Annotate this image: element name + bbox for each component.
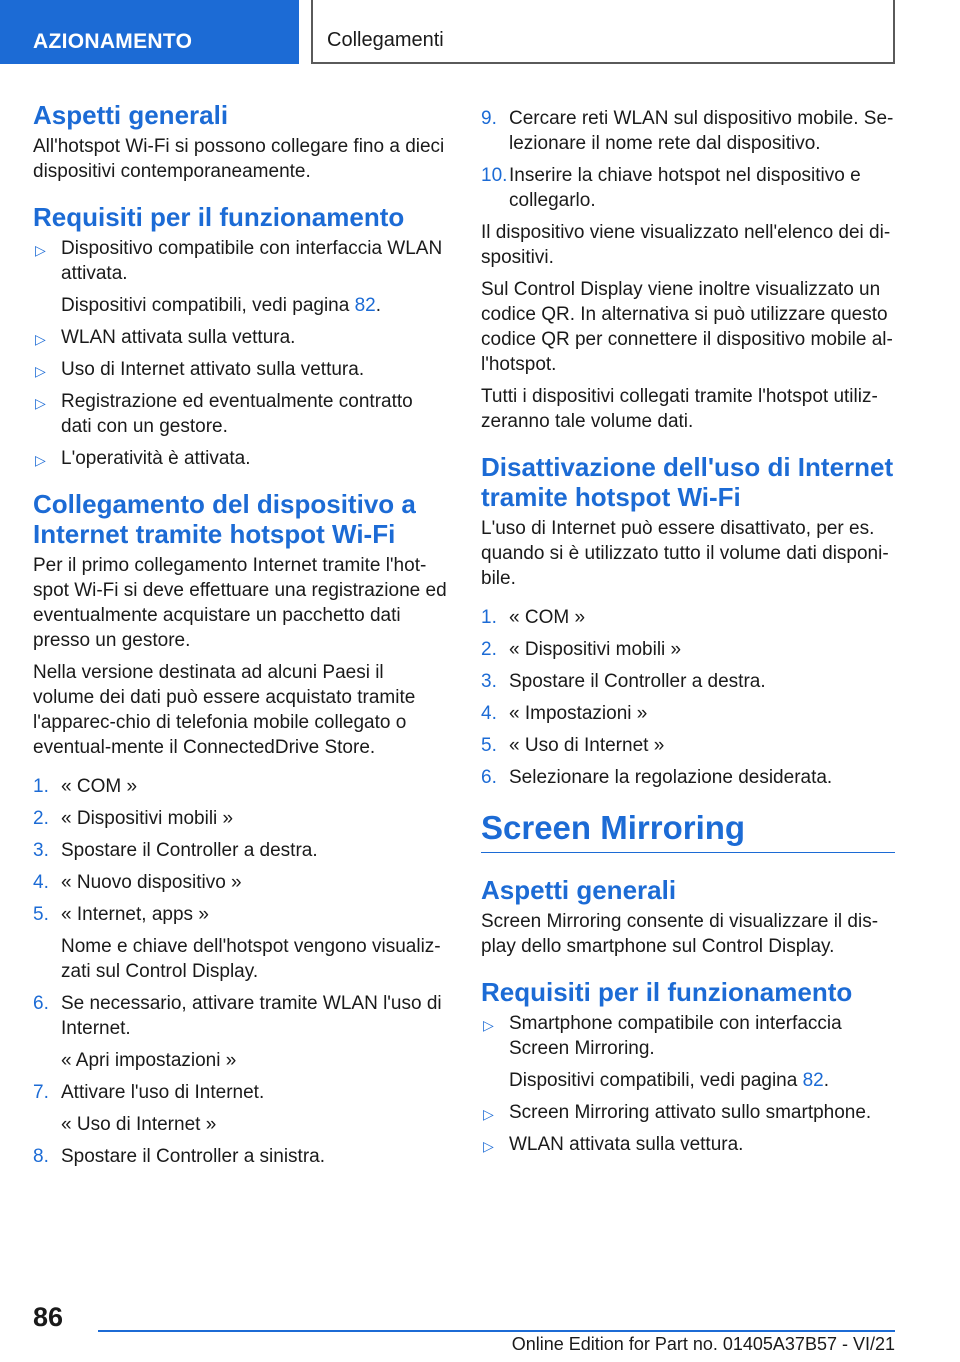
- compatible-devices-note: Dispositivi compatibili, vedi pagina 82.: [509, 1070, 830, 1091]
- step-item: 10. Inserire la chiave hotspot nel dispositivo e collegarlo.: [481, 165, 861, 211]
- paragraph-mirroring-overview: Screen Mirroring consente di visualizzare il dis-play dello smartphone sul Control Display.: [481, 911, 879, 957]
- section-tab: [0, 0, 299, 64]
- right-column: [481, 106, 895, 1164]
- paragraph-device-list: Il dispositivo viene visualizzato nell'elenco dei di-spositivi.: [481, 222, 891, 268]
- triangle-bullet-icon: ▷: [35, 242, 46, 258]
- list-item: ▷ Registrazione ed eventualmente contratto dati con un gestore.: [35, 391, 413, 437]
- triangle-bullet-icon: ▷: [483, 1106, 494, 1122]
- step-item: 3. Spostare il Controller a destra.: [33, 840, 318, 861]
- paragraph-overview: All'hotspot Wi-Fi si possono collegare fino a dieci dispositivi contemporaneamente.: [33, 136, 445, 182]
- chapter-tab: [311, 0, 895, 64]
- list-item: ▷ Smartphone compatibile con interfaccia Screen Mirroring. Dispositivi compatibili, vedi pagina 82.: [481, 1011, 895, 1093]
- step-item: 2. « Dispositivi mobili »: [481, 639, 682, 660]
- triangle-bullet-icon: ▷: [35, 331, 46, 347]
- heading-connect: Collegamento del dispositivo a Internet tramite hotspot Wi-Fi: [33, 489, 416, 549]
- left-column: [33, 100, 447, 1176]
- step-item: 6. Se necessario, attivare tramite WLAN l'uso di Internet. « Apri impostazioni »: [33, 993, 442, 1071]
- triangle-bullet-icon: ▷: [35, 452, 46, 468]
- chapter-title: Collegamenti: [327, 29, 444, 51]
- step-item: 5. « Uso di Internet »: [481, 735, 665, 756]
- step-item: 9. Cercare reti WLAN sul dispositivo mobile. Se-lezionare il nome rete dal dispositivo.: [481, 108, 894, 154]
- footer-divider: [98, 1330, 895, 1332]
- section-title: AZIONAMENTO: [33, 30, 193, 53]
- heading-screen-mirroring: Screen Mirroring: [481, 808, 895, 853]
- disable-steps: [481, 605, 895, 790]
- heading-disable: Disattivazione dell'uso di Internet tramite hotspot Wi-Fi: [481, 452, 894, 512]
- connect-steps-continued: [481, 106, 895, 213]
- triangle-bullet-icon: ▷: [35, 395, 46, 411]
- paragraph-connect-1: Per il primo collegamento Internet tramite l'hot-spot Wi-Fi si deve effettuare una registrazione ed eventualmente acquistare un pacchetto dati presso un gestore.: [33, 555, 447, 651]
- step-item: 4. « Impostazioni »: [481, 703, 648, 724]
- list-item: ▷ Screen Mirroring attivato sullo smartphone.: [481, 1100, 895, 1125]
- list-item: ▷ Dispositivo compatibile con interfaccia WLAN attivata. Dispositivi compatibili, vedi pagina 82.: [33, 236, 447, 318]
- triangle-bullet-icon: ▷: [35, 363, 46, 379]
- connect-steps: [33, 774, 447, 1169]
- step-item: 3. Spostare il Controller a destra.: [481, 671, 766, 692]
- step-item: 5. « Internet, apps » Nome e chiave dell'hotspot vengono visualiz-zati sul Control Display.: [33, 904, 441, 982]
- heading-mirroring-overview: Aspetti generali: [481, 875, 677, 905]
- paragraph-qr-code: Sul Control Display viene inoltre visualizzato un codice QR. In alternativa si può utilizzare questo codice QR per connettere il dispositivo mobile al-l'hotspot.: [481, 279, 893, 375]
- step-item: 8. Spostare il Controller a sinistra.: [33, 1146, 325, 1167]
- list-item: ▷ Uso di Internet attivato sulla vettura.: [33, 357, 447, 382]
- step-item: 1. « COM »: [33, 776, 138, 797]
- page-link[interactable]: 82: [354, 295, 376, 316]
- heading-overview: Aspetti generali: [33, 100, 229, 130]
- paragraph-data-volume: Tutti i dispositivi collegati tramite l'hotspot utiliz-zeranno tale volume dati.: [481, 386, 878, 432]
- compatible-devices-note: Dispositivi compatibili, vedi pagina 82.: [61, 295, 382, 316]
- list-item: ▷ WLAN attivata sulla vettura.: [481, 1132, 895, 1157]
- mirroring-requirements-list: [481, 1011, 895, 1157]
- step-item: 7. Attivare l'uso di Internet. « Uso di Internet »: [33, 1082, 265, 1135]
- requirements-list: [33, 236, 447, 471]
- step-item: 1. « COM »: [481, 607, 586, 628]
- triangle-bullet-icon: ▷: [483, 1138, 494, 1154]
- step-item: 4. « Nuovo dispositivo »: [33, 872, 242, 893]
- heading-requirements: Requisiti per il funzionamento: [33, 202, 405, 232]
- page-link[interactable]: 82: [802, 1070, 824, 1091]
- edition-footer: Online Edition for Part no. 01405A37B57 - VI/21: [511, 1334, 895, 1354]
- paragraph-connect-2: Nella versione destinata ad alcuni Paesi il volume dei dati può essere acquistato tramite l'apparec-chio di telefonia mobile collegato o eventual-mente il ConnectedDrive Store.: [33, 662, 416, 758]
- triangle-bullet-icon: ▷: [483, 1017, 494, 1033]
- list-item: ▷ L'operatività è attivata.: [33, 446, 447, 471]
- paragraph-disable: L'uso di Internet può essere disattivato, per es. quando si è utilizzato tutto il volume dati disponi-bile.: [481, 518, 889, 589]
- heading-mirroring-requirements: Requisiti per il funzionamento: [481, 977, 853, 1007]
- step-item: 6. Selezionare la regolazione desiderata.: [481, 767, 833, 788]
- step-item: 2. « Dispositivi mobili »: [33, 808, 234, 829]
- list-item: ▷ WLAN attivata sulla vettura.: [33, 325, 447, 350]
- page-number: 86: [33, 1302, 64, 1332]
